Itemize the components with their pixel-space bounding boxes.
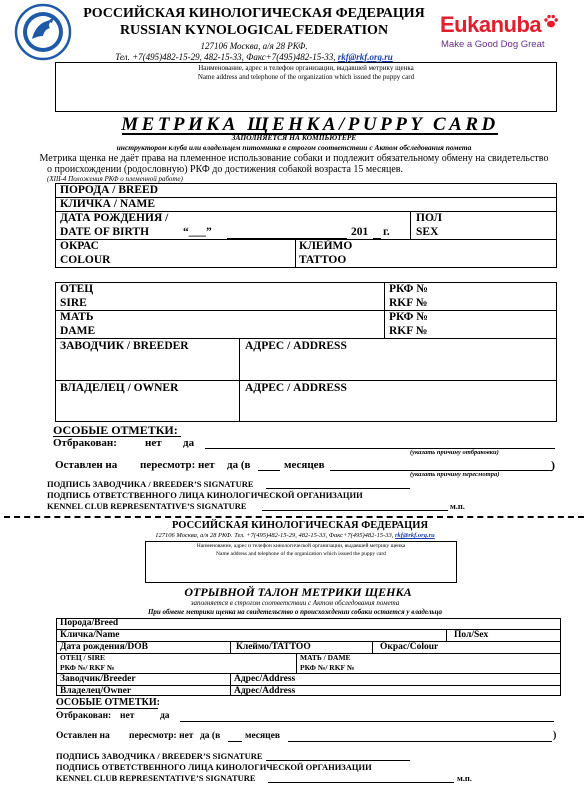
stub-sex-label: Пол/Sex — [454, 630, 489, 640]
recheck-yes[interactable]: да (в — [227, 459, 251, 471]
tattoo-label-en: TATTOO — [299, 254, 347, 266]
dob-month-blank[interactable] — [227, 238, 347, 239]
dam-rkf-ru: РКФ № — [389, 311, 428, 323]
dob-year: 201 — [351, 226, 369, 238]
org-name-en: RUSSIAN KYNOLOGICAL FEDERATION — [119, 23, 389, 38]
stub-issuer-ru: Наименование, адрес и телефон кинологической организации, выдавшей метрику щенка — [196, 543, 406, 549]
recheck-label-2: пересмотр: нет — [140, 459, 215, 471]
rkf-logo-icon — [14, 3, 72, 61]
recheck-months-blank[interactable] — [258, 470, 280, 471]
owner-address-label: АДРЕС / ADDRESS — [245, 382, 347, 394]
stub-owner-address: Адрес/Address — [234, 686, 296, 696]
regulation-note: (XIII-4 Положения РКФ о племенной работе) — [47, 175, 183, 183]
stub-title: ОТРЫВНОЙ ТАЛОН МЕТРИКИ ЩЕНКА — [184, 585, 412, 599]
stub-sub-2: При обмене метрики щенка на свидетельство о происхождении собаки остается у владельца — [147, 608, 443, 616]
sex-label-ru: ПОЛ — [416, 212, 442, 224]
dob-year-blank[interactable] — [373, 238, 381, 239]
breeder-signature-line[interactable] — [266, 488, 410, 489]
stub-breeder-address: Адрес/Address — [234, 674, 296, 684]
colour-label-ru: ОКРАС — [60, 240, 99, 252]
sex-label-en: SEX — [416, 226, 439, 238]
eukanuba-wordmark: Eukanuba — [440, 12, 542, 37]
stub-kennel-signature-line[interactable] — [268, 782, 454, 783]
dob-label-en: DATE OF BIRTH — [60, 226, 150, 238]
stub-name-label: Кличка/Name — [60, 630, 120, 640]
stub-issuer-box — [145, 541, 457, 583]
sire-label-en: SIRE — [60, 297, 87, 309]
stub-rejected-line[interactable] — [180, 721, 554, 722]
stub-dam-rkf: РКФ №/ RKF № — [300, 663, 355, 672]
stub-org-name: РОССИЙСКАЯ КИНОЛОГИЧЕСКАЯ ФЕДЕРАЦИЯ — [171, 520, 429, 531]
stub-notes-heading: ОСОБЫЕ ОТМЕТКИ: — [56, 697, 160, 708]
stub-contacts — [60, 533, 530, 540]
recheck-months: месяцев — [284, 459, 325, 471]
issuer-box — [55, 62, 557, 112]
official-signature: ПОДПИСЬ ОТВЕТСТВЕННОГО ЛИЦА КИНОЛОГИЧЕСКОЙ ОРГАНИЗАЦИИ — [47, 490, 363, 500]
stub-colour-label: Окрас/Colour — [380, 642, 439, 652]
stub-official-signature: ПОДПИСЬ ОТВЕТСТВЕННОГО ЛИЦА КИНОЛОГИЧЕСКОЙ ОРГАНИЗАЦИИ — [56, 762, 372, 772]
recheck-reason-note: (указать причину пересмотра) — [410, 471, 500, 478]
eukanuba-slogan: Make a Good Dog Great — [441, 39, 545, 50]
stub-sire-rkf: РКФ №/ RKF № — [60, 663, 115, 672]
paw-icon — [543, 13, 559, 29]
notice-line-2: о происхождении (родословную) РКФ до достижения собакой возраста 15 месяцев. — [47, 164, 403, 175]
stub-owner-label: Владелец/Owner — [60, 686, 132, 696]
dam-label-ru: МАТЬ — [60, 311, 94, 323]
sire-label-ru: ОТЕЦ — [60, 283, 94, 295]
dam-label-en: DAME — [60, 325, 96, 337]
notice-line-1: Метрика щенка не даёт права на племенное использование собаки и подлежит обязательному обмену на свидетельство — [39, 153, 549, 164]
stub-stamp-place: м.п. — [457, 773, 472, 783]
stub-issuer-en: Name address and telephone of the organization which issued the puppy card — [216, 551, 386, 557]
org-name-ru: РОССИЙСКАЯ КИНОЛОГИЧЕСКАЯ ФЕДЕРАЦИЯ — [83, 6, 425, 21]
dam-rkf-en: RKF № — [389, 325, 428, 337]
stub-recheck-label-2: пересмотр: нет — [129, 731, 194, 741]
org-email-link[interactable]: rkf@rkf.org.ru — [337, 52, 393, 62]
stub-breeder-signature: ПОДПИСЬ ЗАВОДЧИКА / BREEDER’S SIGNATURE — [56, 751, 263, 761]
rejected-yes[interactable]: да — [183, 437, 195, 449]
stub-kennel-signature: KENNEL CLUB REPRESENTATIVE’S SIGNATURE — [56, 773, 256, 783]
stub-email-link[interactable]: rkf@rkf.org.ru — [395, 532, 435, 539]
stub-recheck-months: месяцев — [245, 731, 280, 741]
breeder-address-label: АДРЕС / ADDRESS — [245, 340, 347, 352]
stub-dam-label: МАТЬ / DAME — [300, 653, 351, 662]
eukanuba-logo — [440, 12, 580, 52]
stub-recheck-months-blank[interactable] — [228, 741, 242, 742]
stub-recheck-label: Оставлен на — [56, 731, 110, 741]
breed-label: ПОРОДА / BREED — [60, 184, 159, 196]
stub-rejected-label: Отбракован: — [56, 711, 112, 721]
stub-contacts-text: 127106 Москва, а/я 28 РКФ. Тел. +7(495)482-15-29, 482-15-33, Факс+7(495)482-15-33, — [155, 532, 394, 539]
sire-rkf-ru: РКФ № — [389, 283, 428, 295]
rejected-label: Отбракован: — [53, 437, 117, 449]
kennel-signature: KENNEL CLUB REPRESENTATIVE’S SIGNATURE — [47, 501, 247, 511]
breeder-signature: ПОДПИСЬ ЗАВОДЧИКА / BREEDER’S SIGNATURE — [47, 479, 254, 489]
kennel-signature-line[interactable] — [262, 510, 448, 511]
stub-rejected-yes[interactable]: да — [160, 711, 170, 721]
colour-label-en: COLOUR — [60, 254, 111, 266]
stub-sire-label: ОТЕЦ / SIRE — [60, 653, 106, 662]
rejected-no[interactable]: нет — [145, 437, 162, 449]
document-title: МЕТРИКА ЩЕНКА/PUPPY CARD — [121, 114, 499, 135]
dob-g: г. — [383, 226, 390, 238]
stub-breeder-signature-line[interactable] — [266, 760, 410, 761]
title-sub-computer: ЗАПОЛНЯЕТСЯ НА КОМПЬЮТЕРЕ — [231, 133, 357, 142]
tear-off-line — [4, 516, 584, 518]
dob-day-blank[interactable]: “___” — [183, 226, 212, 238]
stub-recheck-line[interactable] — [288, 741, 552, 742]
stub-sub-1: заполняется в строгом соответствии с Актом обследования помета — [190, 599, 400, 607]
rkf-logo — [14, 3, 72, 61]
title-sub-instructor: инструктором клуба или владельцем питомника в строгом соответствии с Актом обследования помета — [116, 143, 472, 152]
name-label: КЛИЧКА / NAME — [60, 198, 156, 210]
stub-breed-label: Порода/Breed — [60, 618, 119, 628]
stub-tattoo-label: Клеймо/TATTOO — [236, 642, 311, 652]
recheck-label: Оставлен на — [55, 459, 118, 471]
rejected-reason-line[interactable] — [205, 448, 555, 449]
org-address: 127106 Москва, а/я 28 РКФ. — [200, 41, 308, 51]
notes-heading: ОСОБЫЕ ОТМЕТКИ: — [53, 423, 178, 437]
stamp-place: м.п. — [450, 501, 465, 511]
rejected-reason-note: (указать причину отбраковки) — [410, 449, 499, 456]
tattoo-label-ru: КЛЕЙМО — [299, 240, 353, 252]
owner-label: ВЛАДЕЛЕЦ / OWNER — [60, 382, 179, 394]
stub-recheck-yes[interactable]: да (в — [200, 731, 221, 741]
stub-breeder-label: Заводчик/Breeder — [60, 674, 136, 684]
issuer-label-ru: Наименование, адрес и телефон организации, выдавшей метрику щенка — [198, 64, 414, 72]
stub-rejected-no[interactable]: нет — [120, 711, 135, 721]
org-phones: Тел. +7(495)482-15-29, 482-15-33, Факс+7(495)482-15-33, — [115, 52, 336, 62]
sire-rkf-en: RKF № — [389, 297, 428, 309]
dob-label-ru: ДАТА РОЖДЕНИЯ / — [60, 212, 169, 224]
issuer-label-en: Name address and telephone of the organization which issued the puppy card — [197, 73, 415, 81]
org-contacts — [82, 53, 426, 62]
breeder-label: ЗАВОДЧИК / BREEDER — [60, 340, 189, 352]
stub-dob-label: Дата рождения/DOB — [60, 642, 148, 652]
